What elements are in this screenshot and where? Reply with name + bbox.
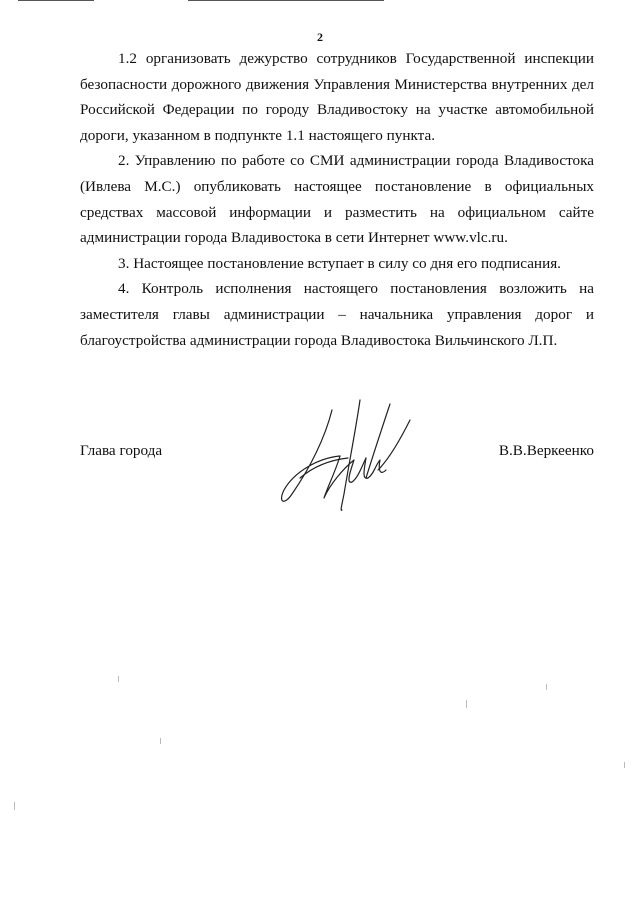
scan-speck [160, 738, 161, 744]
signatory-title: Глава города [80, 442, 163, 459]
document-body [80, 46, 594, 353]
scan-speck [624, 762, 625, 768]
signature-block [80, 438, 594, 518]
handwritten-signature [270, 398, 420, 518]
scan-speck [14, 802, 15, 810]
page-number: 2 [317, 30, 323, 44]
top-edge-line [188, 0, 384, 1]
paragraph-1-2: 1.2 организовать дежурство сотрудников Государственной инспекции безопасности дорожного движения Управления Министерства внутренних дел Российской Федерации по городу Владивостоку на участке автомобильной дороги, указанном в подпункте 1.1 настоящего пункта. [80, 50, 594, 144]
paragraph-3: 3. Настоящее постановление вступает в силу со дня его подписания. [118, 254, 561, 272]
scan-speck [546, 684, 547, 690]
signatory-name: В.В.Веркеенко [498, 442, 594, 459]
scan-speck [466, 700, 467, 708]
top-edge-line [18, 0, 94, 1]
paragraph-2: 2. Управлению по работе со СМИ администрации города Владивостока (Ивлева М.С.) опубликовать настоящее постановление в официальных средствах массовой информации и разместить на официальном сайте администрации города Владивостока в сети Интернет www.vlc.ru. [80, 152, 594, 247]
scan-speck [118, 676, 119, 682]
paragraph-4: 4. Контроль исполнения настоящего постановления возложить на заместителя главы администрации – начальника управления дорог и благоустройства администрации города Владивостока Вильчинского Л.П. [80, 280, 594, 349]
